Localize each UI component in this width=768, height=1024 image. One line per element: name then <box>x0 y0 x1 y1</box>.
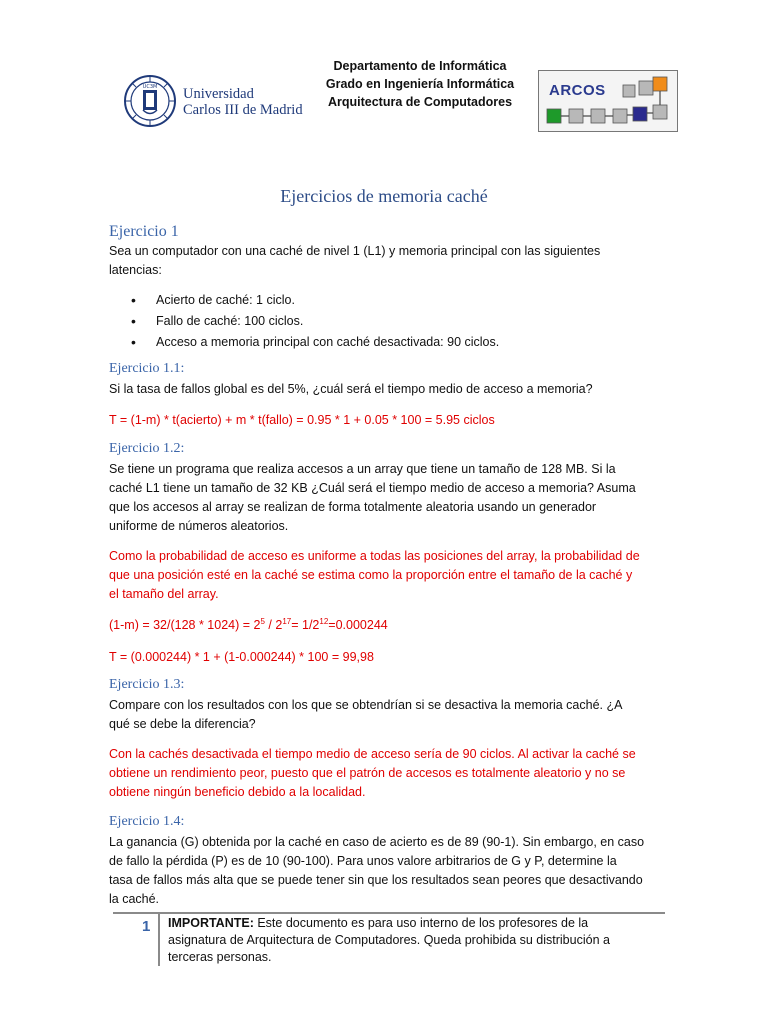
list-item-text: Fallo de caché: 100 ciclos. <box>156 314 304 328</box>
formula-part: (1-m) = 32/(128 * 1024) = 2 <box>109 618 261 632</box>
ejercicio-1-1-question: Si la tasa de fallos global es del 5%, ¿cuál será el tiempo medio de acceso a memoria? <box>109 382 593 396</box>
department-line: Departamento de Informática <box>333 59 507 73</box>
formula-miss-rate <box>109 616 661 635</box>
university-name <box>183 86 303 118</box>
ejercicio-1-1-answer: T = (1-m) * t(acierto) + m * t(fallo) = 0.95 * 1 + 0.05 * 100 = 5.95 ciclos <box>109 413 495 427</box>
university-name-line2: Carlos III de Madrid <box>183 102 303 118</box>
course-line: Arquitectura de Computadores <box>327 95 513 109</box>
formula-part: / 2 <box>264 618 283 632</box>
ejercicio-1-3-question <box>109 696 661 734</box>
text-line: caché L1 tiene un tamaño de 32 KB ¿Cuál será el tiempo medio de acceso a memoria? Asuma <box>109 481 636 495</box>
ejercicio-1-2-answer <box>109 547 661 604</box>
list-item <box>109 333 499 354</box>
formula-exponent: 12 <box>319 616 329 626</box>
footer-line: terceras personas. <box>168 950 272 964</box>
text-line: de fallo la pérdida (P) es de 10 (90-100). Para unos valore arbitrarios de G y P, determine la <box>109 854 617 868</box>
degree-line: Grado en Ingeniería Informática <box>325 77 515 91</box>
text-line: obtiene ningún beneficio debido a la localidad. <box>109 785 366 799</box>
text-line: Compare con los resultados con los que se obtendrían si se desactiva la memoria caché. ¿A <box>109 698 623 712</box>
formula-exponent: 17 <box>282 616 292 626</box>
page-title: Ejercicios de memoria caché <box>280 186 488 206</box>
text-line: uniforme de números aleatorios. <box>109 519 289 533</box>
page-number: 1 <box>142 918 151 935</box>
university-name-line1: Universidad <box>183 86 254 102</box>
ejercicio-1-1-heading: Ejercicio 1.1: <box>109 361 185 376</box>
footer-line: asignatura de Arquitectura de Computadores. Queda prohibida su distribución a <box>168 933 610 947</box>
text-line: Se tiene un programa que realiza accesos a un array que tiene un tamaño de 128 MB. Si la <box>109 462 616 476</box>
bullet-icon: • <box>131 334 136 350</box>
ejercicio-1-intro <box>109 242 661 280</box>
footer-notice <box>168 915 648 966</box>
arcos-logo <box>538 70 678 132</box>
formula-part: = 1/2 <box>291 618 320 632</box>
footer-text-part: Este documento es para uso interno de los profesores de la <box>253 916 589 930</box>
important-label: IMPORTANTE: <box>168 916 254 930</box>
text-line: que los accesos al array se realizan de forma totalmente aleatoria usando un generador <box>109 500 597 514</box>
text-line: que una posición esté en la caché se estima como la proporción entre el tamaño de la caché y <box>109 568 633 582</box>
ejercicio-1-4-heading: Ejercicio 1.4: <box>109 814 185 829</box>
formula-part: =0.000244 <box>328 618 388 632</box>
ejercicio-1-2-question <box>109 460 661 536</box>
text-line: tasa de fallos más alta que se puede tener sin que los resultados sean peores que desactivando <box>109 873 643 887</box>
seal-text: UC3M <box>142 84 158 90</box>
ejercicio-1-2-heading: Ejercicio 1.2: <box>109 441 185 456</box>
text-line: Sea un computador con una caché de nivel 1 (L1) y memoria principal con las siguientes <box>109 244 601 258</box>
arcos-cubes-icon <box>539 71 677 131</box>
bullet-icon: • <box>131 313 136 329</box>
ejercicio-1-3-answer <box>109 745 661 802</box>
arcos-logo-text: ARCOS <box>549 82 606 99</box>
university-logo <box>124 75 304 129</box>
list-item <box>109 291 499 312</box>
latency-list <box>109 291 499 354</box>
text-line: latencias: <box>109 263 162 277</box>
text-line: la caché. <box>109 892 160 906</box>
text-line: La ganancia (G) obtenida por la caché en caso de acierto es de 89 (90-1). Sin embargo, en caso <box>109 835 645 849</box>
formula-exponent: 5 <box>260 616 265 626</box>
text-line: Como la probabilidad de acceso es uniforme a todas las posiciones del array, la probabilidad de <box>109 549 640 563</box>
bullet-icon: • <box>131 292 136 308</box>
footer-line <box>168 915 648 932</box>
list-item-text: Acceso a memoria principal con caché desactivada: 90 ciclos. <box>156 335 500 349</box>
ejercicio-1-3-heading: Ejercicio 1.3: <box>109 677 185 692</box>
university-seal-icon <box>124 75 176 127</box>
footer-divider <box>158 914 160 966</box>
footer-rule <box>113 912 665 914</box>
text-line: Con la cachés desactivada el tiempo medio de acceso sería de 90 ciclos. Al activar la caché se <box>109 747 636 761</box>
ejercicio-1-4-question <box>109 833 661 909</box>
text-line: qué se debe la diferencia? <box>109 717 256 731</box>
department-block <box>300 57 540 111</box>
list-item-text: Acierto de caché: 1 ciclo. <box>156 293 295 307</box>
formula-average-time: T = (0.000244) * 1 + (1-0.000244) * 100 = 99,98 <box>109 650 374 664</box>
text-line: el tamaño del array. <box>109 587 219 601</box>
ejercicio-1-heading: Ejercicio 1 <box>109 223 179 240</box>
list-item <box>109 312 499 333</box>
text-line: obtiene un rendimiento peor, puesto que el patrón de accesos es totalmente aleatorio y no se <box>109 766 626 780</box>
